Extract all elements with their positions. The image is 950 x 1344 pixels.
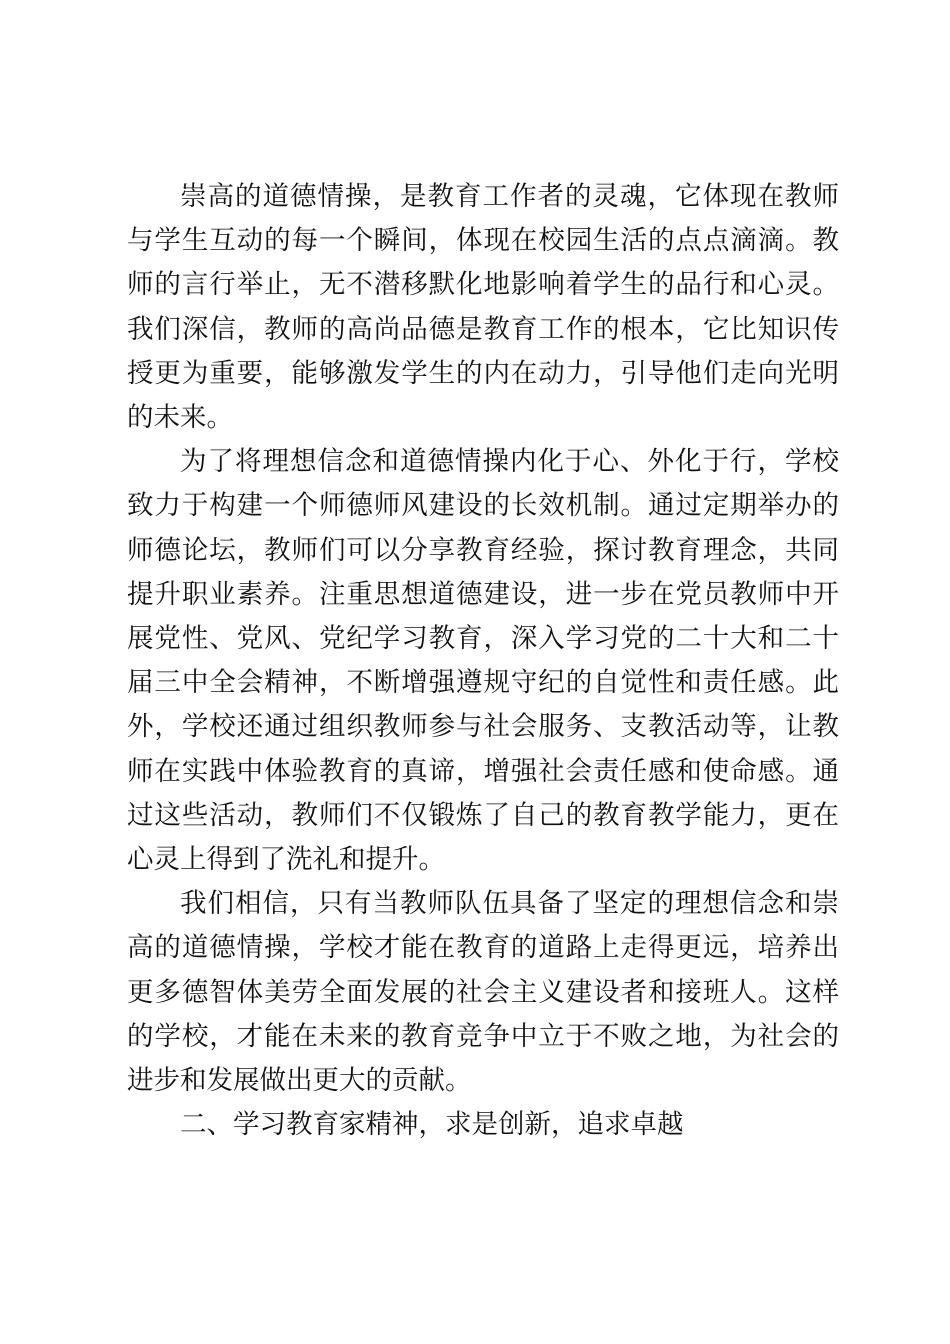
- paragraph-belief-conclusion: 我们相信，只有当教师队伍具备了坚定的理想信念和崇高的道德情操，学校才能在教育的道路上走得更远，培养出更多德智体美劳全面发展的社会主义建设者和接班人。这样的学校，才能在未来的教育竞争中立于不败之地，为社会的进步和发展做出更大的贡献。: [127, 888, 839, 1097]
- document-body: [127, 175, 839, 1147]
- section-heading: 二、学习教育家精神，求是创新，追求卓越: [180, 1109, 684, 1141]
- paragraph-ethics-mechanism: 为了将理想信念和道德情操内化于心、外化于行，学校致力于构建一个师德师风建设的长效机制。通过定期举办的师德论坛，教师们可以分享教育经验，探讨教育理念，共同提升职业素养。注重思想道德建设，进一步在党员教师中开展党性、党风、党纪学习教育，深入学习党的二十大和二十届三中全会精神，不断增强遵规守纪的自觉性和责任感。此外，学校还通过组织教师参与社会服务、支教活动等，让教师在实践中体验教育的真谛，增强社会责任感和使命感。通过这些活动，教师们不仅锻炼了自己的教育教学能力，更在心灵上得到了洗礼和提升。: [127, 446, 839, 876]
- paragraph-moral-character: 崇高的道德情操，是教育工作者的灵魂，它体现在教师与学生互动的每一个瞬间，体现在校园生活的点点滴滴。教师的言行举止，无不潜移默化地影响着学生的品行和心灵。我们深信，教师的高尚品德是教育工作的根本，它比知识传授更为重要，能够激发学生的内在动力，引导他们走向光明的未来。: [127, 181, 839, 434]
